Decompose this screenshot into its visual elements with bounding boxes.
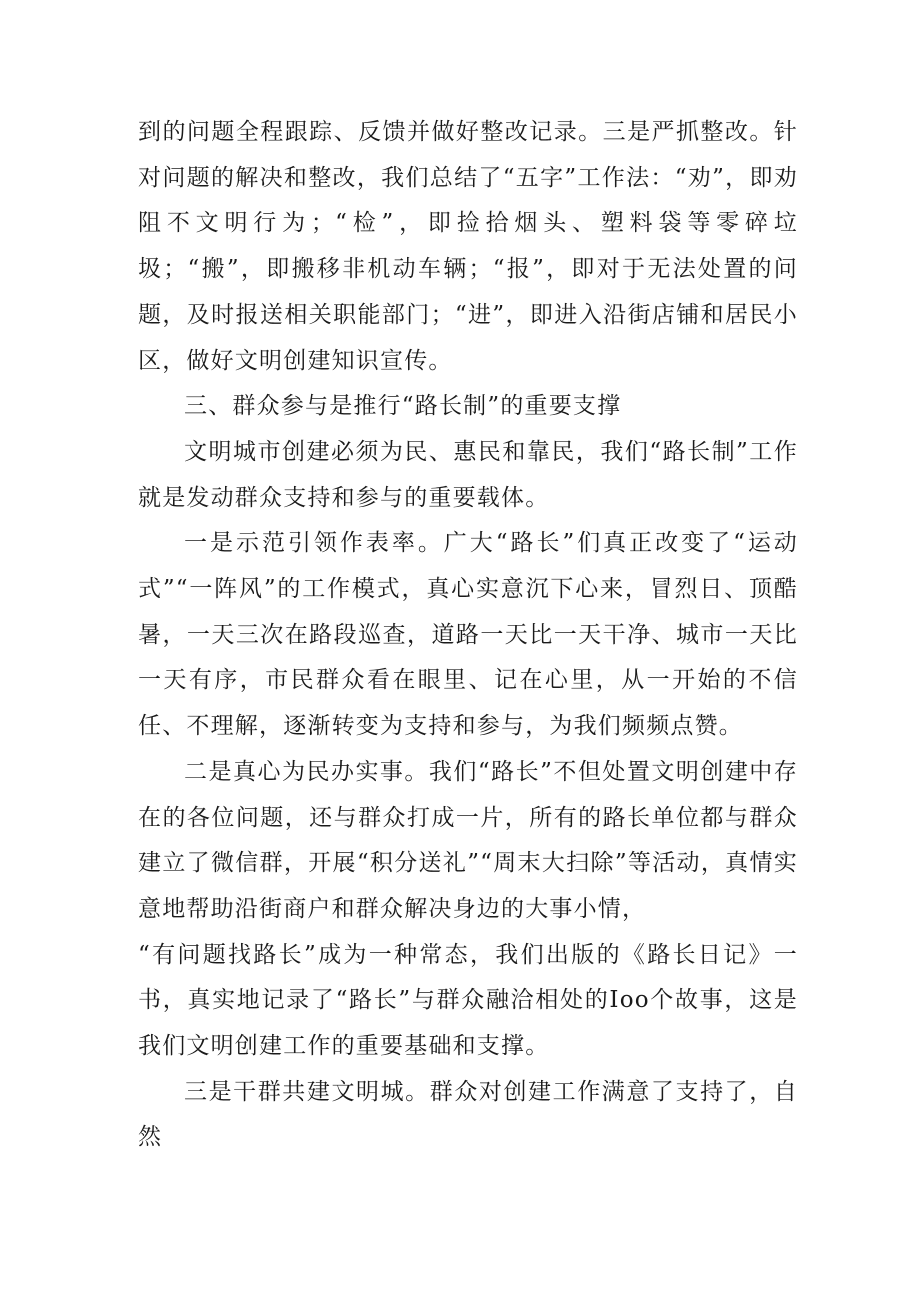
document-body xyxy=(138,110,798,1161)
paragraph-joint-construction: 三是干群共建文明城。群众对创建工作满意了支持了，自然 xyxy=(138,1078,798,1151)
paragraph-lead-by-example: 一是示范引领作表率。广大“路长”们真正改变了“运动式”“一阵风”的工作模式，真心实意沉下心来，冒烈日、顶酷暑，一天三次在路段巡查，道路一天比一天干净、城市一天比一天有序，市民群众看在眼里、记在心里，从一开始的不信任、不理解，逐渐转变为支持和参与，为我们频频点赞。 xyxy=(138,530,798,740)
paragraph-road-chief-diary: “有问题找路长”成为一种常态，我们出版的《路长日记》一书，真实地记录了“路长”与群众融洽相处的Ioo个故事，这是我们文明创建工作的重要基础和支撑。 xyxy=(138,941,798,1060)
paragraph-rectification-methods: 到的问题全程跟踪、反馈并做好整改记录。三是严抓整改。针对问题的解决和整改，我们总结了“五字”工作法：“劝”，即劝阻不文明行为；“检”，即捡拾烟头、塑料袋等零碎垃圾；“搬”，即搬移非机动车辆；“报”，即对于无法处置的问题，及时报送相关职能部门；“进”，即进入沿街店铺和居民小区，做好文明创建知识宣传。 xyxy=(138,119,798,374)
section-heading-three: 三、群众参与是推行“路长制”的重要支撑 xyxy=(184,393,622,420)
paragraph-civilized-city-intro: 文明城市创建必须为民、惠民和靠民，我们“路长制”工作就是发动群众支持和参与的重要载体。 xyxy=(138,438,798,511)
paragraph-serve-the-people: 二是真心为民办实事。我们“路长”不但处置文明创建中存在的各位问题，还与群众打成一片，所有的路长单位都与群众建立了微信群，开展“积分送礼”“周末大扫除”等活动，真情实意地帮助沿街商户和群众解决身边的大事小情， xyxy=(138,758,798,922)
